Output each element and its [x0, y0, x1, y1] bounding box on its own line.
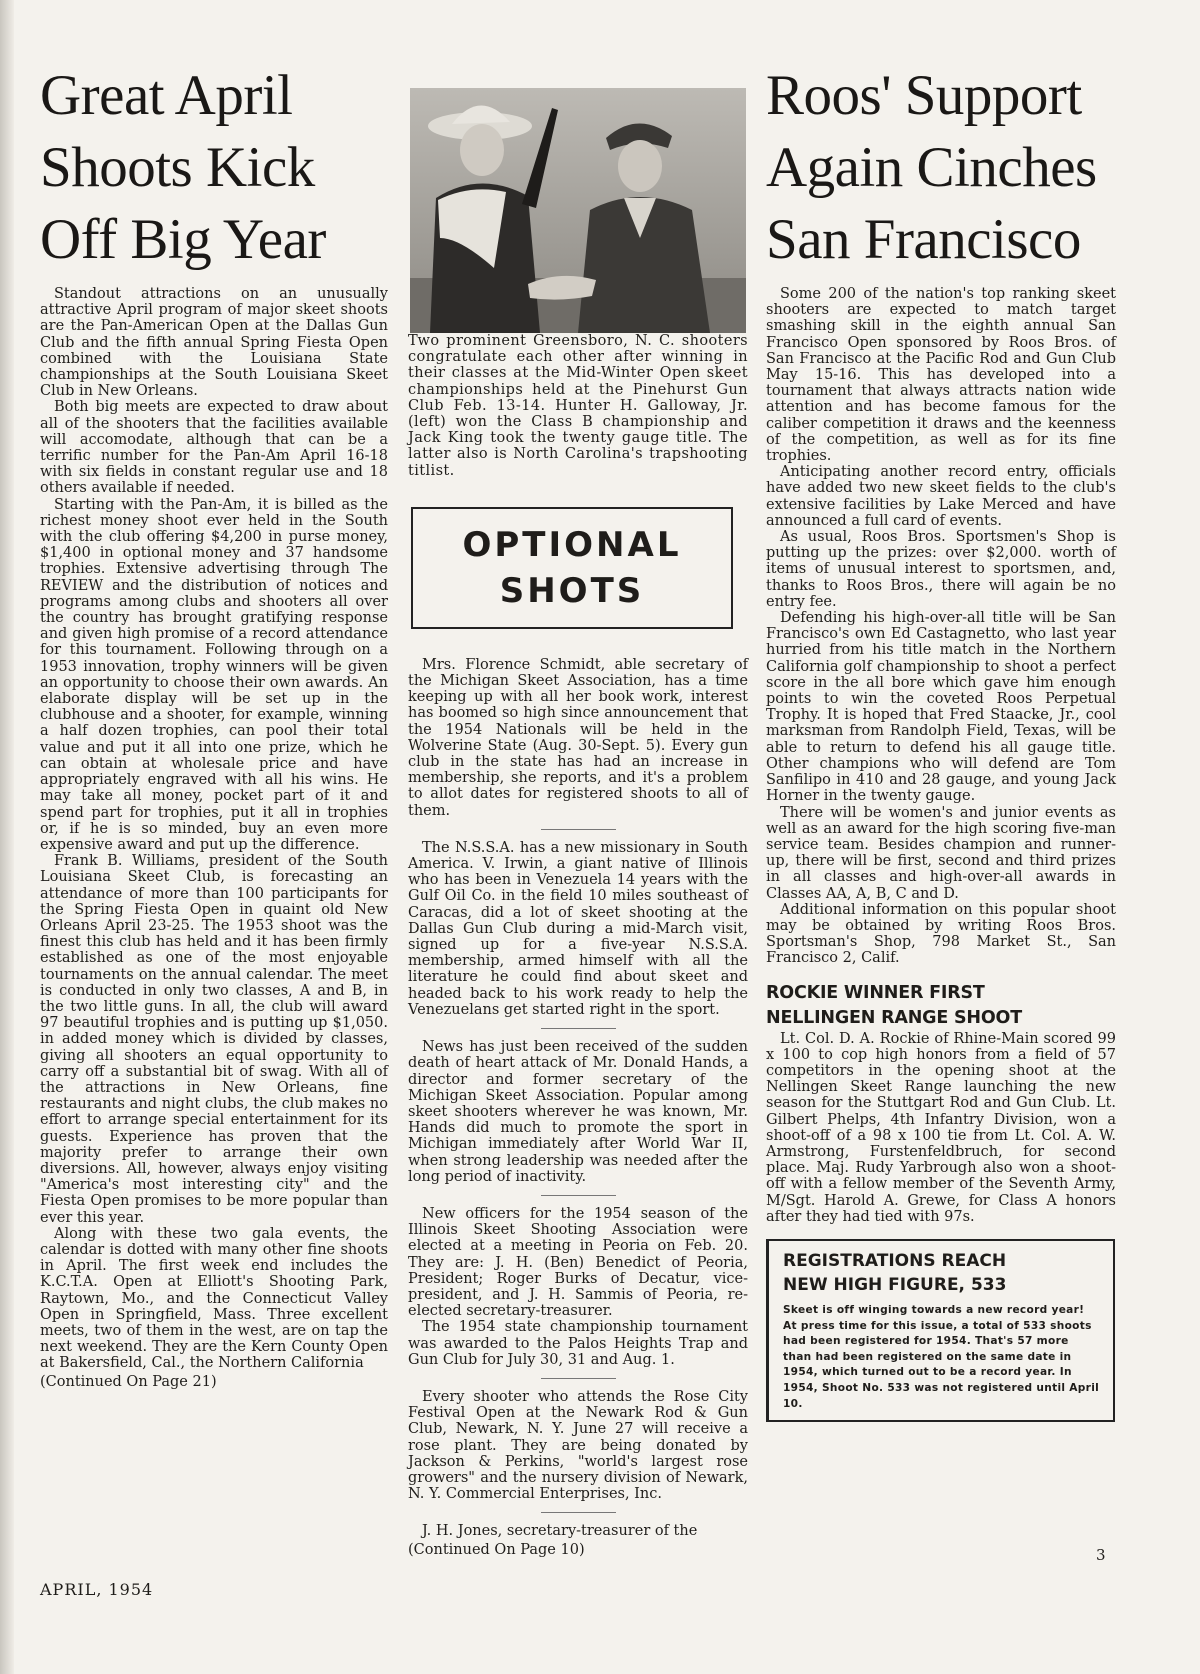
optional-shots-title: SHOTS: [499, 570, 645, 611]
registrations-headline: REGISTRATIONS REACH NEW HIGH FIGURE, 533: [783, 1250, 1007, 1295]
item-separator: [541, 1378, 616, 1379]
paragraph: Both big meets are expected to draw about all of the shooters that the facilities available will accomodate, although that can be a terrific number for the Pan-Am April 16-18 with six fields in constant regular use and 18 others available if needed.: [40, 399, 388, 497]
continued-line: (Continued On Page 10): [408, 1541, 585, 1558]
optional-shots-title: OPTIONAL: [462, 524, 682, 565]
paragraph: Starting with the Pan-Am, it is billed as the richest money shoot ever held in the South with the club offering $4,200 in purse money, $1,400 in optional money and 37 handsome trophies. Extensive advertising through The REVIEW and the distribution of notices and programs among clubs and shooters all over the country has brought gratifying response and given high promise of a record attendance for this tournament. Following through on a 1953 innovation, trophy winners will be given an opportunity to choose their own awards. An elaborate display will be set up in the clubhouse and a shooter, for example, winning a half dozen trophies, can pool their total value and put it all into one prize, which he can obtain at wholesale price and have appropriately engraved with all his wins. He may take all money, pocket part of it and spend part for trophies, put it all in trophies or, if he is so minded, buy an even more expensive award and put up the difference.: [40, 496, 388, 853]
item-separator: [541, 1028, 616, 1029]
news-item: The N.S.S.A. has a new missionary in South America. V. Irwin, a giant native of Illinois who has been in Venezuela 14 years with the Gulf Oil Co. in the field 10 miles southeast of Caracas, did a lot of skeet shooting at the Dallas Gun Club during a mid-March visit, signed up for a five-year N.S.S.A. membership, armed himself with all the literature he could find about skeet and headed back to his work ready to help the Venezuelans get started right in the sport.: [408, 839, 748, 1018]
optional-shots-items: [408, 657, 748, 1558]
item-separator: [541, 1512, 616, 1513]
middle-column: [408, 58, 748, 1558]
paragraph: Anticipating another record entry, officials have added two new skeet fields to the club's extensive facilities by Lake Merced and have announced a full card of events.: [766, 464, 1116, 529]
paragraph: There will be women's and junior events as well as an award for the high scoring five-man service team. Besides champion and runner-up, there will be first, second and third prizes in all classes and high-over-all awards in Classes AA, A, B, C and D.: [766, 804, 1116, 902]
paragraph: Defending his high-over-all title will be San Francisco's own Ed Castagnetto, who last year hurried from his title match in the Northern California golf championship to shoot a perfect score in the all bore which gave him enough points to win the coveted Roos Perpetual Trophy. It is hoped that Fred Staacke, Jr., cool marksman from Randolph Field, Texas, will be able to return to defend his all gauge title. Other champions who will defend are Tom Sanfilipo in 410 and 28 gauge, and young Jack Horner in the twenty gauge.: [766, 610, 1116, 805]
registrations-text: At press time for this issue, a total of 533 shoots had been registered for 1954. That's 57 more than had been registered on the same date in 1954, which turned out to be a record year. In 1954, Shoot No. 533 was not registered until April 10.: [783, 1319, 1100, 1410]
continued-line: (Continued On Page 21): [40, 1373, 217, 1390]
paragraph: Frank B. Williams, president of the South Louisiana Skeet Club, is forecasting an attendance of more than 100 participants for the Spring Fiesta Open in quaint old New Orleans April 23-25. The 1953 shoot was the finest this club has held and it has been firmly established as one of the most enjoyable tournaments on the annual calendar. The meet is conducted in only two classes, A and B, in the two little guns. In all, the club will award 97 beautiful trophies and is putting up $1,050. in added money which is divided by classes, giving all shooters an equal opportunity to carry off a substantial bit of swag. With all of the attractions in New Orleans, fine restaurants and night clubs, the club makes no effort to arrange special entertainment for its guests. Experience has proven that the majority prefer to arrange their own diversions. All, however, always enjoy visiting "America's most interesting city" and the Fiesta Open promises to be more popular than ever this year.: [40, 853, 388, 1226]
article-headline: Roos' Support Again Cinches San Francisco: [766, 64, 1097, 271]
article-great-april: [40, 60, 388, 1390]
registrations-lead: Skeet is off winging towards a new record year!: [783, 1303, 1085, 1316]
news-item: J. H. Jones, secretary-treasurer of the: [422, 1523, 698, 1540]
news-item: Mrs. Florence Schmidt, able secretary of the Michigan Skeet Association, has a time keeping up with all her book work, interest has boomed so high since announcement that the 1954 Nationals will be held in the Wolverine State (Aug. 30-Sept. 5). Every gun club in the state has had an increase in membership, she reports, and it's a problem to allot dates for registered shoots to all of them.: [408, 656, 748, 819]
page-binding-edge: [0, 0, 14, 1674]
article-headline: Great April Shoots Kick Off Big Year: [40, 64, 326, 271]
optional-shots-box: [411, 507, 733, 629]
item-separator: [541, 829, 616, 830]
news-item: Every shooter who attends the Rose City Festival Open at the Newark Rod & Gun Club, Newark, N. Y. June 27 will receive a rose plant. They are being donated by Jackson & Perkins, "world's largest rose growers" and the nursery division of Newark, N. Y. Commercial Enterprises, Inc.: [408, 1388, 748, 1503]
page-number: 3: [1096, 1546, 1106, 1564]
shooters-handshake-photo: [410, 88, 746, 333]
photo-caption: Two prominent Greensboro, N. C. shooters congratulate each other after winning in their classes at the Mid-Winter Open skeet championships held at the Pinehurst Gun Club Feb. 13-14. Hunter H. Galloway, Jr. (left) won the Class B championship and Jack King took the twenty gauge title. The latter also is North Carolina's trapshooting titlist.: [408, 333, 748, 479]
item-separator: [541, 1195, 616, 1196]
registrations-box: [766, 1239, 1115, 1422]
article-roos-support: [766, 60, 1116, 1422]
paragraph: Lt. Col. D. A. Rockie of Rhine-Main scored 99 x 100 to cop high honors from a field of 57 competitors in the opening shoot at the Nellingen Skeet Range launching the new season for the Stuttgart Rod and Gun Club. Lt. Gilbert Phelps, 4th Infantry Division, won a shoot-off of a 98 x 100 tie from Lt. Col. A. W. Armstrong, Furstenfeldbruch, for second place. Maj. Rudy Yarbrough also won a shoot-off with a fellow member of the Seventh Army, M/Sgt. Harold A. Grewe, for Class A honors after they had tied with 97s.: [766, 1030, 1116, 1225]
news-item: News has just been received of the sudden death of heart attack of Mr. Donald Hands, a director and former secretary of the Michigan Skeet Association. Popular among skeet shooters wherever he was known, Mr. Hands did much to promote the sport in Michigan immediately after World War II, when strong leadership was needed after the long period of inactivity.: [408, 1039, 748, 1185]
news-item: The 1954 state championship tournament was awarded to the Palos Heights Trap and Gun Club for July 30, 31 and Aug. 1.: [408, 1319, 748, 1368]
paragraph: Additional information on this popular shoot may be obtained by writing Roos Bros. Sportsman's Shop, 798 Market St., San Francisco 2, Calif.: [766, 901, 1116, 967]
paragraph: Along with these two gala events, the calendar is dotted with many other fine shoots in April. The first week end includes the K.C.T.A. Open at Elliott's Shooting Park, Raytown, Mo., and the Connecticut Valley Open in Springfield, Mass. Three excellent meets, two of them in the west, are on tap the next weekend. They are the Kern County Open at Bakersfield, Cal., the Northern California: [40, 1225, 388, 1372]
paragraph: Standout attractions on an unusually attractive April program of major skeet shoots are the Pan-American Open at the Dallas Gun Club and the fifth annual Spring Fiesta Open combined with the Louisiana State championships at the South Louisiana Skeet Club in New Orleans.: [40, 286, 388, 400]
article-body: [40, 286, 388, 1390]
news-item: New officers for the 1954 season of the Illinois Skeet Shooting Association were elected at a meeting in Peoria on Feb. 20. They are: J. H. (Ben) Benedict of Peoria, President; Roger Burks of Decatur, vice-president, and J. H. Sammis of Peoria, re-elected secretary-treasurer.: [408, 1205, 748, 1320]
article-body: [766, 286, 1116, 967]
issue-date-footer: APRIL, 1954: [40, 1580, 154, 1599]
paragraph: Some 200 of the nation's top ranking skeet shooters are expected to match target smashing skill in the eighth annual San Francisco Open sponsored by Roos Bros. of San Francisco at the Pacific Rod and Gun Club May 15-16. This has developed into a tournament that always attracts nation wide attention and has become famous for the caliber competition it draws and the keenness of the competition, as well as for its fine trophies.: [766, 286, 1116, 465]
paragraph: As usual, Roos Bros. Sportsmen's Shop is putting up the prizes: over $2,000. worth of items of unusual interest to sportsmen, and, thanks to Roos Bros., there will again be no entry fee.: [766, 529, 1116, 610]
rockie-headline: ROCKIE WINNER FIRST NELLINGEN RANGE SHOOT: [766, 982, 1022, 1028]
rockie-body: [766, 1031, 1116, 1225]
